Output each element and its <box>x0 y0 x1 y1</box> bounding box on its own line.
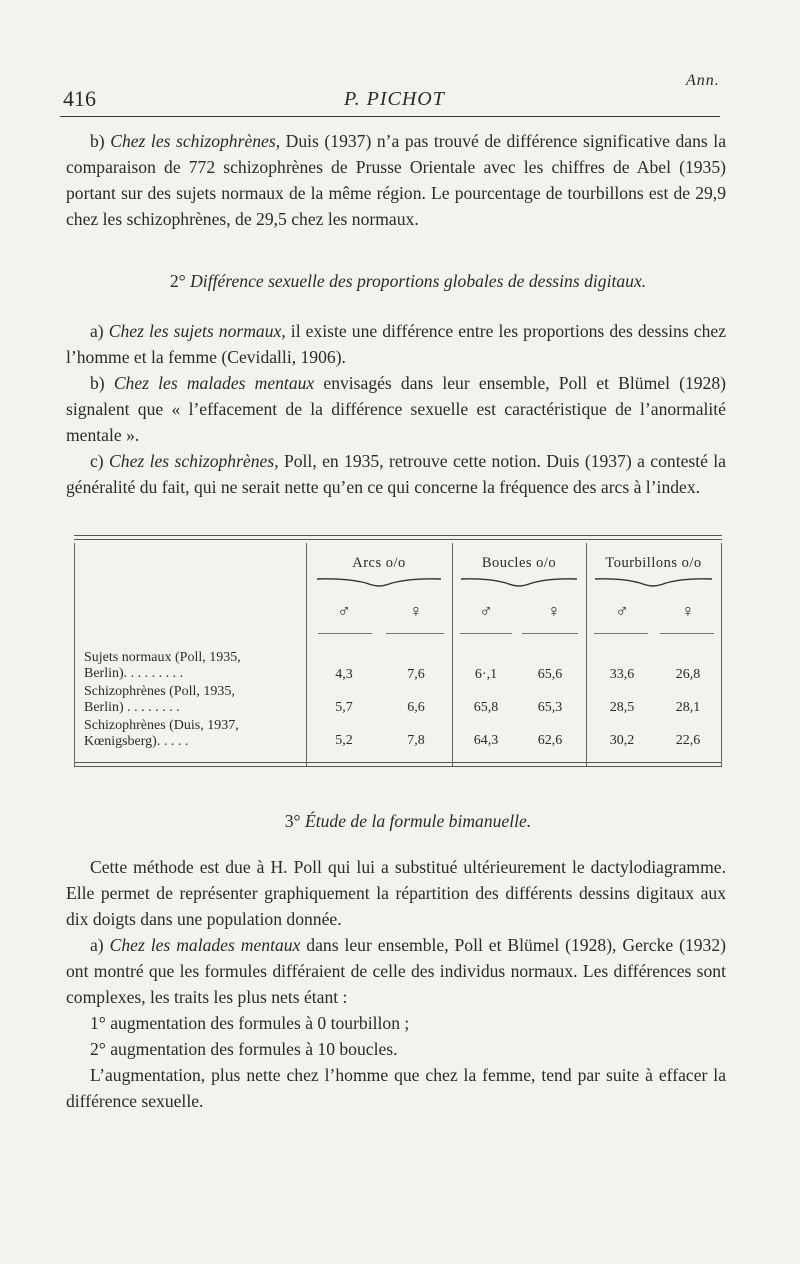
para-label: 2° <box>90 1039 106 1059</box>
col-group-tourbillons: Tourbillons o/o <box>605 555 702 571</box>
table-bottom-rule <box>74 762 722 763</box>
paragraph <box>66 448 726 500</box>
paragraph <box>66 854 726 932</box>
para-label: a) <box>90 321 104 341</box>
para-italic: Chez les schizophrènes, <box>109 451 279 471</box>
paragraph <box>66 932 726 1010</box>
paragraph <box>66 318 726 370</box>
para-text: L’augmentation, plus nette chez l’homme que chez la femme, tend par suite à effacer la différence sexuelle. <box>66 1065 726 1111</box>
row-label <box>84 718 239 750</box>
table-border-right <box>721 543 722 766</box>
row-label-line: Sujets normaux (Poll, 1935, <box>84 650 241 665</box>
table-cell: 28,1 <box>675 700 701 715</box>
table-cell: 64,3 <box>473 733 499 748</box>
male-symbol: ♂ <box>615 601 629 621</box>
table-column-divider <box>452 543 453 766</box>
header-dash <box>660 633 714 634</box>
table-cell: 22,6 <box>675 733 701 748</box>
table-cell: 30,2 <box>609 733 635 748</box>
header-dash <box>318 633 372 634</box>
para-label: 1° <box>90 1013 106 1033</box>
section-title <box>66 808 726 834</box>
paragraph <box>66 1010 726 1036</box>
male-symbol: ♂ <box>337 601 351 621</box>
table-cell: 26,8 <box>675 667 701 682</box>
table-cell: 7,8 <box>407 733 425 748</box>
paragraph <box>66 128 726 232</box>
paragraph <box>66 370 726 448</box>
para-text: Duis (1937) n’a pas trouvé de différence significative dans la comparaison de 772 schizophrènes de Prusse Orientale avec les chiffres de Abel (1935) portant sur des sujets normaux de la même région. Le pourcentage de tourbillons est de 29,9 chez les schizophrènes, de 29,5 chez les normaux. <box>66 131 726 229</box>
section-number: 3° <box>284 811 301 831</box>
para-text: augmentation des formules à 10 boucles. <box>105 1039 398 1059</box>
male-symbol: ♂ <box>479 601 493 621</box>
table-cell: 62,6 <box>537 733 563 748</box>
header-dash <box>460 633 512 634</box>
para-text: dans leur ensemble, Poll et Blümel (1928), Gercke (1932) ont montré que les formules différaient de celle des individus normaux. Les différences sont complexes, les traits les plus nets étant : <box>66 935 727 1007</box>
brace-arcs <box>316 577 442 587</box>
col-group-arcs: Arcs o/o <box>352 555 406 571</box>
para-text: envisagés dans leur ensemble, Poll et Blümel (1928) signalent que « l’effacement de la différence sexuelle est caractéristique de l’anormalité mentale ». <box>66 373 727 445</box>
data-table <box>74 535 724 767</box>
table-cell: 7,6 <box>407 667 425 682</box>
table-column-divider <box>306 543 307 766</box>
female-symbol: ♀ <box>409 601 423 621</box>
section-title <box>66 268 726 294</box>
header-rule <box>60 116 720 117</box>
table-cell: 65,8 <box>473 700 499 715</box>
para-text: Poll, en 1935, retrouve cette notion. Duis (1937) a contesté la généralité du fait, qui ne serait nette qu’en ce qui concerne la fréquence des arcs à l’index. <box>66 451 726 497</box>
para-text: Cette méthode est due à H. Poll qui lui a substitué ultérieurement le dactylodiagramme. Elle permet de représenter graphiquement la répartition des différents dessins digitaux aux dix doigts dans une population donnée. <box>66 857 726 929</box>
paragraph <box>66 1062 726 1114</box>
row-label-line: Kœnigsberg). . . . . <box>84 734 189 749</box>
row-label-line: Berlin). . . . . . . . . <box>84 666 184 681</box>
para-label: b) <box>90 131 105 151</box>
table-cell: 65,3 <box>537 700 563 715</box>
table-top-rule <box>74 535 722 536</box>
table-cell: 6·,1 <box>474 667 498 682</box>
header-corner-text: Ann. <box>686 72 720 89</box>
page-number: 416 <box>63 86 96 111</box>
running-head: P. PICHOT <box>344 88 445 110</box>
female-symbol: ♀ <box>681 601 695 621</box>
table-cell: 33,6 <box>609 667 635 682</box>
brace-boucles <box>460 577 578 587</box>
table-column-divider <box>586 543 587 766</box>
para-italic: Chez les schizophrènes, <box>110 131 281 151</box>
para-label: c) <box>90 451 104 471</box>
header-dash <box>594 633 648 634</box>
para-text: augmentation des formules à 0 tourbillon ; <box>105 1013 410 1033</box>
row-label-line: Schizophrènes (Duis, 1937, <box>84 718 239 733</box>
header-dash <box>386 633 444 634</box>
paragraph-block-1 <box>66 128 726 232</box>
table-bottom-rule-2 <box>74 766 722 767</box>
section-2-body <box>66 318 726 500</box>
female-symbol: ♀ <box>547 601 561 621</box>
row-label <box>84 684 235 716</box>
row-label <box>84 650 241 682</box>
section-title-text: Différence sexuelle des proportions globales de dessins digitaux. <box>190 271 647 291</box>
section-3-body <box>66 854 726 1114</box>
row-label-line: Berlin) . . . . . . . . <box>84 700 180 715</box>
table-cell: 5,2 <box>335 733 353 748</box>
section-3-heading <box>66 808 726 834</box>
brace-tourbillons <box>594 577 713 587</box>
para-label: a) <box>90 935 104 955</box>
para-italic: Chez les sujets normaux, <box>108 321 286 341</box>
table-border-left <box>74 543 75 766</box>
table-cell: 5,7 <box>335 700 353 715</box>
para-label: b) <box>90 373 105 393</box>
col-group-boucles: Boucles o/o <box>481 555 557 571</box>
para-italic: Chez les malades mentaux <box>109 935 301 955</box>
header-dash <box>522 633 578 634</box>
table-cell: 4,3 <box>335 667 353 682</box>
section-number: 2° <box>169 271 186 291</box>
para-text: il existe une différence entre les proportions des dessins chez l’homme et la femme (Cevidalli, 1906). <box>66 321 726 367</box>
section-title-text: Étude de la formule bimanuelle. <box>305 811 532 831</box>
section-2-heading <box>66 268 726 294</box>
table-cell: 65,6 <box>537 667 563 682</box>
paragraph <box>66 1036 726 1062</box>
table-top-rule-2 <box>74 539 722 540</box>
table-cell: 6,6 <box>407 700 425 715</box>
table-cell: 28,5 <box>609 700 635 715</box>
row-label-line: Schizophrènes (Poll, 1935, <box>84 684 235 699</box>
para-italic: Chez les malades mentaux <box>113 373 315 393</box>
